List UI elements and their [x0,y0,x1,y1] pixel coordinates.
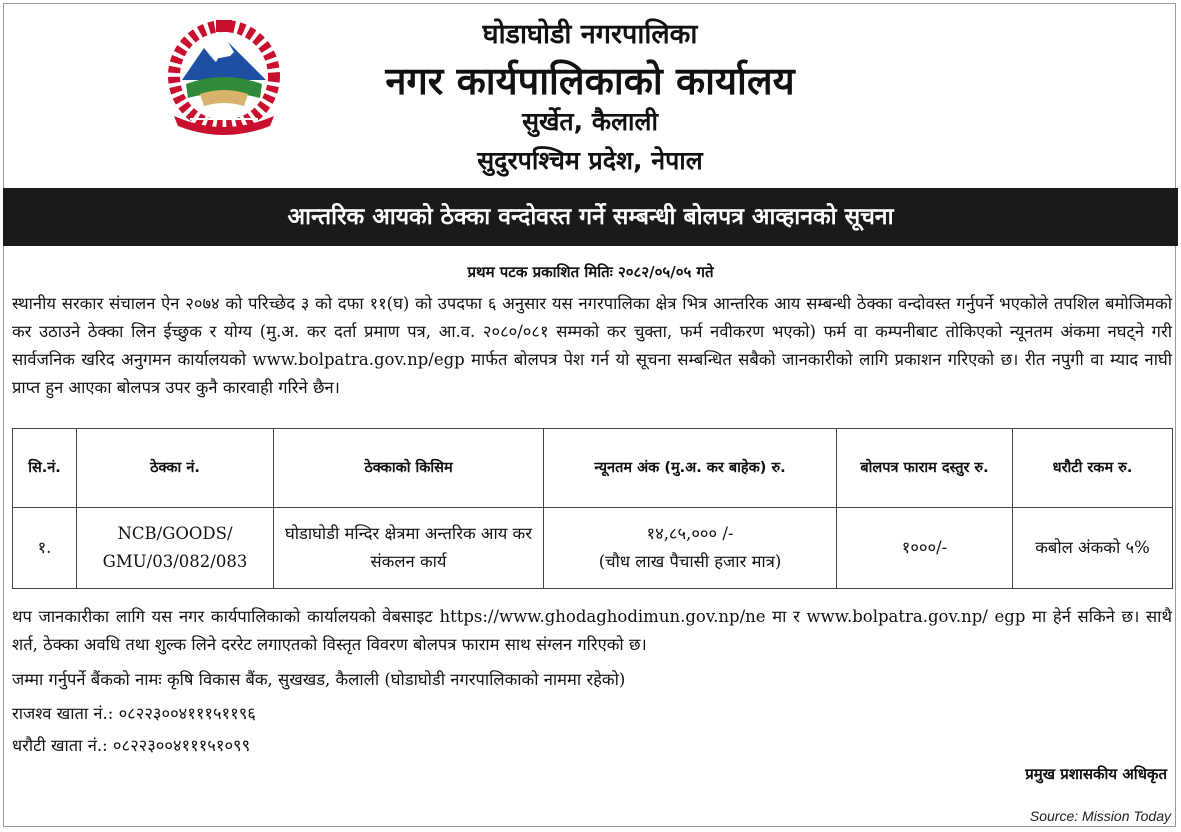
contract-table [12,428,1173,589]
bank-name-line: जम्मा गर्नुपर्ने बैंकको नामः कृषि विकास बैंक, सुखखड, कैलाली (घोडाघोडी नगरपालिकाको नाममा रहेको) [12,670,626,689]
signatory-title: प्रमुख प्रशासकीय अधिकृत [1025,765,1167,783]
col-header-deposit: धरौटी रकम रु. [1013,429,1173,508]
nepal-emblem-icon [160,18,288,136]
revenue-account-line: राजश्व खाता नं.: ०८२२३००४१११५११९६ [12,704,256,723]
col-header-min-amount: न्यूनतम अंक (मु.अ. कर बाहेक) रु. [544,429,837,508]
min-amount-figure: १४,८५,००० /- [646,524,734,543]
office-name: नगर कार्यपालिकाको कार्यालय [385,59,795,103]
col-header-form-fee: बोलपत्र फाराम दस्तुर रु. [837,429,1013,508]
cell-min-amount [544,508,837,589]
cell-contract-type: घोडाघोडी मन्दिर क्षेत्रमा अन्तरिक आय कर संकलन कार्य [274,508,544,589]
col-header-contract-type: ठेक्काको किसिम [274,429,544,508]
office-location: सुर्खेत, कैलाली [522,107,658,136]
municipality-name: घोडाघोडी नगरपालिका [482,19,698,50]
cell-form-fee: १०००/- [837,508,1013,589]
notice-paragraph: स्थानीय सरकार संचालन ऐन २०७४ को परिच्छेद ३ को दफा ११(घ) को उपदफा ६ अनुसार यस नगरपालिका क्षेत्र भित्र आन्तरिक आय सम्बन्धी ठेक्का वन्दोवस्त गर्नुपर्ने भएकोले तपशिल बमोजिमको कर उठाउने ठेक्का लिन ईच्छुक र योग्य (मु.अ. कर दर्ता प्रमाण पत्र, आ.व. २०८०/०८१ सम्मको कर चुक्ता, फर्म नवीकरण भएको) फर्म वा कम्पनीबाट तोकिएको न्यूनतम अंकमा नघट्ने गरी सार्वजनिक खरिद अनुगमन कार्यालयको www.bolpatra.gov.np/egp मार्फत बोलपत्र पेश गर्न यो सूचना सम्बन्धित सबैको जानकारीको लागि प्रकाशन गरिएको छ। रीत नपुगी वा म्याद नाघी प्राप्त हुन आएका बोलपत्र उपर कुनै कारवाही गरिने छैन। [12,294,1172,397]
table-header-row [13,429,1173,508]
cell-contract-no: NCB/GOODS/ GMU/03/082/083 [77,508,274,589]
more-info-paragraph: थप जानकारीका लागि यस नगर कार्यपालिकाको कार्यालयको वेबसाइट https://www.ghodaghodimun.gov.np/ne मा र www.bolpatra.gov.np/ egp मा हेर्न सकिने छ। साथै शर्त, ठेक्का अवधि तथा शुल्क लिने दररेट लगाएतको विस्तृत विवरण बोलपत्र फाराम साथ संग्लन गरिएको छ। [12,607,1172,654]
notice-title-banner: आन्तरिक आयको ठेक्का वन्दोवस्त गर्ने सम्बन्धी बोलपत्र आव्हानको सूचना [3,188,1178,246]
cell-sn: १. [13,508,77,589]
min-amount-words: (चौध लाख पैचासी हजार मात्र) [598,552,782,571]
deposit-account-line: धरौटी खाता नं.: ०८२२३००४१११५१०९९ [12,736,251,755]
cell-deposit: कबोल अंकको ५% [1013,508,1173,589]
table-row [13,508,1173,589]
province-country: सुदुरपश्चिम प्रदेश, नेपाल [477,146,703,175]
col-header-contract-no: ठेक्का नं. [77,429,274,508]
col-header-sn: सि.नं. [13,429,77,508]
source-credit: Source: Mission Today [1029,808,1171,824]
published-date: प्रथम पटक प्रकाशित मितिः २०८२/०५/०५ गते [467,263,714,281]
